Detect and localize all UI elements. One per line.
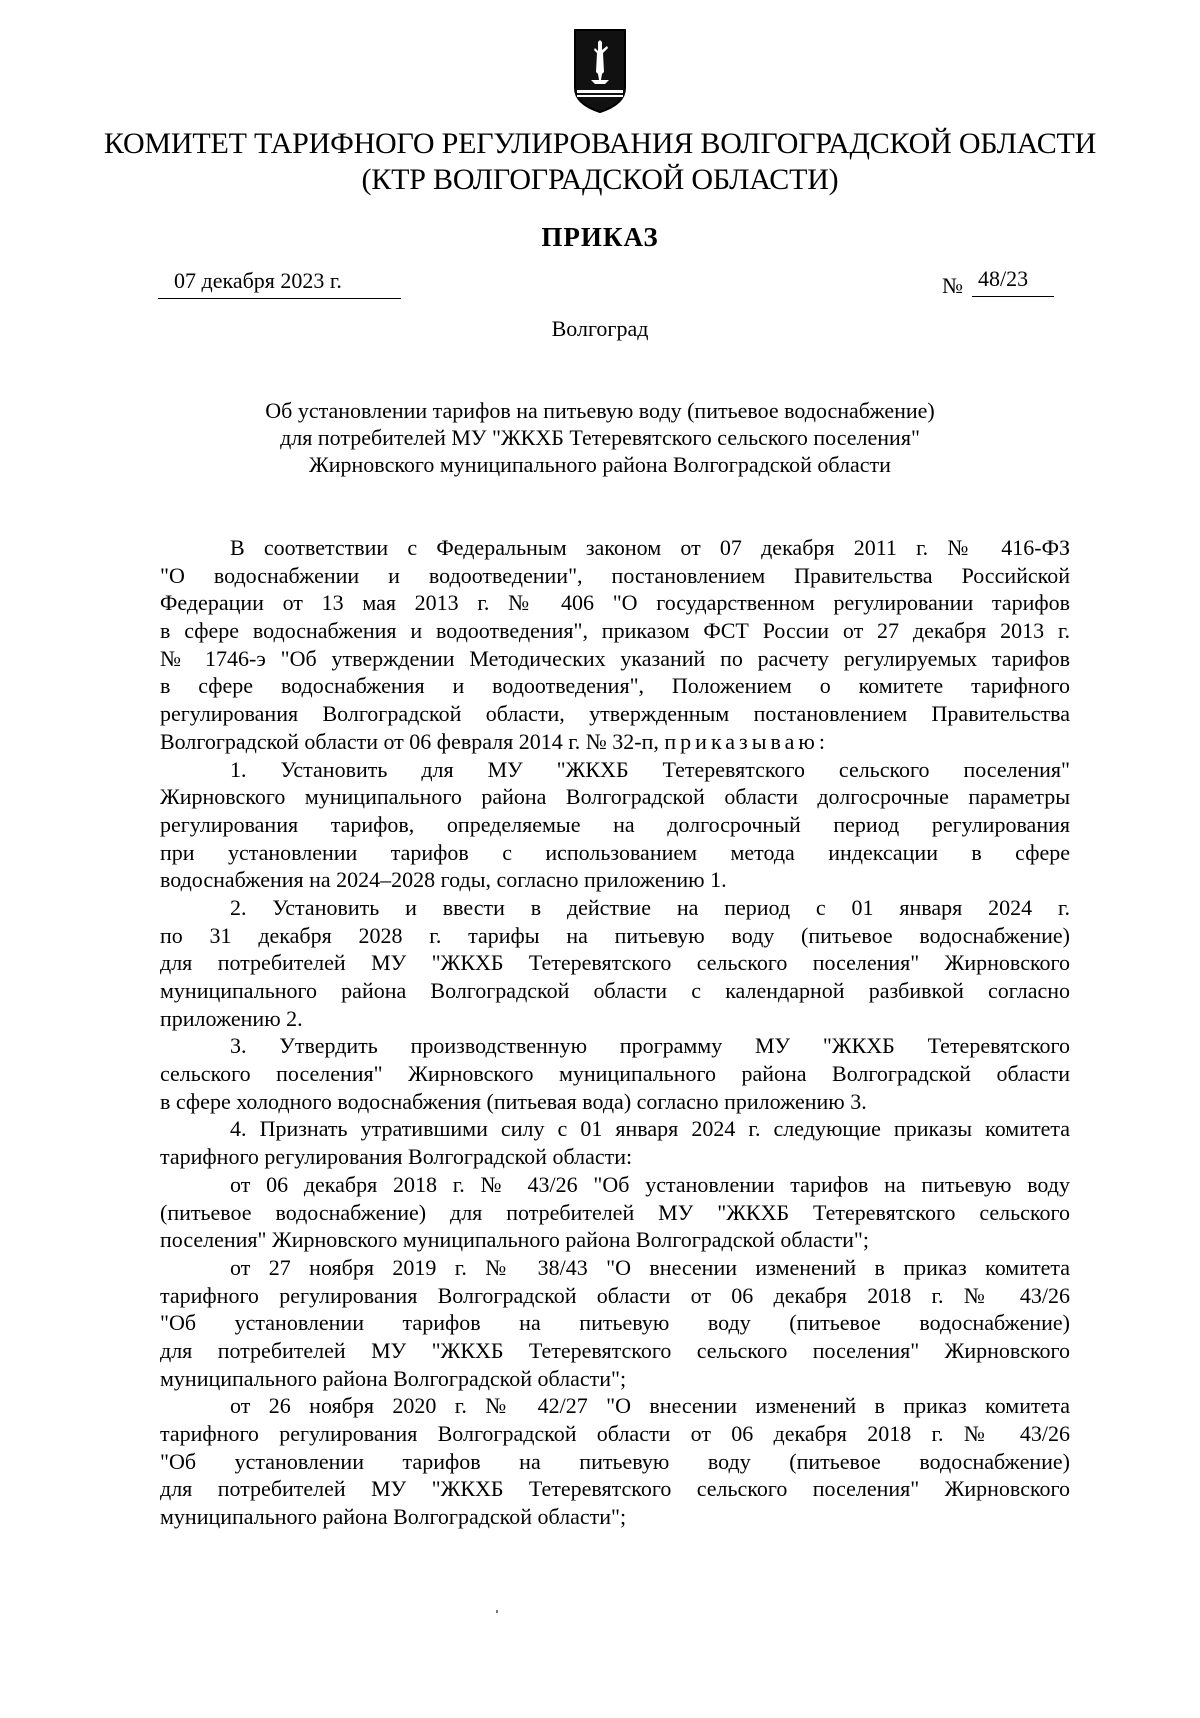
document-city: Волгоград: [551, 316, 649, 341]
document-date: 07 декабря 2023 г.: [174, 268, 342, 293]
date-underline: [158, 298, 401, 299]
body-line: от 26 ноября 2020 г. № 42/27 "О внесении изменений в приказ комитета: [230, 1393, 1070, 1419]
body-line-text: Волгоградской области от 06 февраля 2014 г. № 32-п,: [160, 728, 659, 754]
body-line: водоснабжения на 2024–2028 годы, согласно приложению 1.: [160, 867, 727, 893]
organization-short-name: (КТР ВОЛГОГРАДСКОЙ ОБЛАСТИ): [361, 163, 839, 196]
body-line: № 1746-э "Об утверждении Методических указаний по расчету регулируемых тарифов: [160, 645, 1070, 671]
body-line: [160, 728, 1070, 756]
document-type: ПРИКАЗ: [541, 222, 659, 252]
body-line: "О водоснабжении и водоотведении", постановлением Правительства Российской: [160, 562, 1070, 588]
body-line: поселения" Жирновского муниципального района Волгоградской области";: [160, 1227, 869, 1253]
body-line: 1. Установить для МУ "ЖКХБ Тетеревятского сельского поселения": [230, 756, 1070, 782]
order-word: приказываю:: [664, 728, 829, 754]
document-number: 48/23: [978, 266, 1029, 291]
body-line: регулирования Волгоградской области, утвержденным постановлением Правительства: [160, 701, 1070, 727]
body-line: муниципального района Волгоградской области";: [160, 1504, 627, 1530]
body-line: для потребителей МУ "ЖКХБ Тетеревятского сельского поселения" Жирновского: [160, 1337, 1070, 1363]
body-line: приложению 2.: [160, 1005, 303, 1031]
body-line: для потребителей МУ "ЖКХБ Тетеревятского сельского поселения" Жирновского: [160, 950, 1070, 976]
body-line: В соответствии с Федеральным законом от 07 декабря 2011 г. № 416-ФЗ: [230, 535, 1070, 560]
body-line: 4. Признать утратившими силу с 01 января 2024 г. следующие приказы комитета: [230, 1116, 1070, 1142]
title-line: Об установлении тарифов на питьевую воду (питьевое водоснабжение): [265, 398, 935, 423]
body-line: Жирновского муниципального района Волгоградской области долгосрочные параметры: [160, 784, 1070, 810]
body-line: "Об установлении тарифов на питьевую воду (питьевое водоснабжение): [160, 1448, 1070, 1474]
organization-name: КОМИТЕТ ТАРИФНОГО РЕГУЛИРОВАНИЯ ВОЛГОГРАДСКОЙ ОБЛАСТИ: [103, 127, 1097, 160]
body-line: муниципального района Волгоградской области";: [160, 1365, 627, 1391]
body-line: Федерации от 13 мая 2013 г. № 406 "О государственном регулировании тарифов: [160, 590, 1070, 616]
body-line: тарифного регулирования Волгоградской области от 06 декабря 2018 г. № 43/26: [160, 1421, 1070, 1446]
body-line: в сфере водоснабжения и водоотведения", Положением о комитете тарифного: [160, 673, 1070, 699]
body-line: в сфере водоснабжения и водоотведения", приказом ФСТ России от 27 декабря 2013 г.: [160, 618, 1070, 644]
number-underline: [972, 296, 1054, 297]
body-line: "Об установлении тарифов на питьевую воду (питьевое водоснабжение): [160, 1310, 1070, 1336]
title-line: Жирновского муниципального района Волгоградской области: [309, 452, 891, 477]
body-line: регулирования тарифов, определяемые на долгосрочный период регулирования: [160, 811, 1070, 837]
title-line: для потребителей МУ "ЖКХБ Тетеревятского сельского поселения": [280, 425, 920, 450]
body-line: в сфере холодного водоснабжения (питьевая вода) согласно приложению 3.: [160, 1088, 867, 1114]
body-line: сельского поселения" Жирновского муниципального района Волгоградской области: [160, 1061, 1070, 1087]
body-line: 2. Установить и ввести в действие на период с 01 января 2024 г.: [230, 894, 1070, 920]
body-line: для потребителей МУ "ЖКХБ Тетеревятского сельского поселения" Жирновского: [160, 1476, 1070, 1502]
body-line: от 27 ноября 2019 г. № 38/43 "О внесении изменений в приказ комитета: [230, 1254, 1070, 1280]
body-line: муниципального района Волгоградской области с календарной разбивкой согласно: [160, 978, 1070, 1003]
document-body: [160, 534, 1070, 1531]
body-line: (питьевое водоснабжение) для потребителей МУ "ЖКХБ Тетеревятского сельского: [160, 1199, 1070, 1225]
body-line: от 06 декабря 2018 г. № 43/26 "Об установлении тарифов на питьевую воду: [230, 1171, 1070, 1197]
body-line: при установлении тарифов с использованием метода индексации в сфере: [160, 839, 1070, 865]
body-line: тарифного регулирования Волгоградской области:: [160, 1144, 633, 1170]
body-line: тарифного регулирования Волгоградской области от 06 декабря 2018 г. № 43/26: [160, 1282, 1070, 1308]
document-title: [0, 397, 1200, 478]
emblem-icon: [571, 28, 629, 114]
number-sign: №: [942, 273, 963, 298]
body-line: по 31 декабря 2028 г. тарифы на питьевую воду (питьевое водоснабжение): [160, 922, 1070, 948]
scan-speck: [496, 1610, 498, 1613]
body-line: 3. Утвердить производственную программу МУ "ЖКХБ Тетеревятского: [230, 1033, 1070, 1059]
